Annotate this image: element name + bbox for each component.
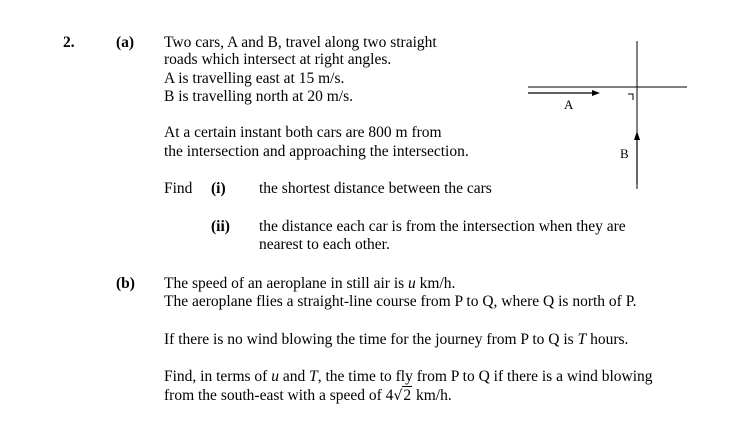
part-a-line-3: A is travelling east at 15 m/s. [164,70,345,87]
var-T-2: T [309,368,318,385]
part-a-line-6: the intersection and approaching the intersection. [164,143,469,160]
sub-ii-line-2: nearest to each other. [259,236,390,253]
part-b-line-4 [164,368,653,386]
part-b-line-3 [164,331,628,349]
part-a-line-1: Two cars, A and B, travel along two straight [164,34,437,51]
sqrt-radicand: 2 [403,387,412,404]
part-a-line-4: B is travelling north at 20 m/s. [164,88,353,105]
part-a-label: (a) [116,34,135,51]
sub-i-text: the shortest distance between the cars [259,180,492,197]
car-b-label: B [620,146,629,161]
part-a-line-5: At a certain instant both cars are 800 m from [164,124,442,141]
sub-ii-label: (ii) [211,218,230,235]
part-b-label: (b) [116,275,135,292]
sqrt-sign: √ [393,388,403,404]
part-b-line-4-c: , the time to fly from P to Q if there is a wind blowing [317,368,653,385]
question-number: 2. [63,34,75,51]
intersection-diagram [520,34,690,194]
find-word: Find [164,180,193,197]
part-b-line-5-pre: from the south-east with a speed of 4 [164,387,394,404]
part-b-line-1 [164,275,455,293]
part-b-line-4-b: and [278,368,310,385]
var-u-2: u [271,368,279,385]
right-angle-marker [628,94,633,100]
sub-ii-line-1: the distance each car is from the intersection when they are [259,218,626,235]
part-a-line-2: roads which intersect at right angles. [164,51,392,68]
part-b-line-2: The aeroplane flies a straight-line course from P to Q, where Q is north of P. [164,293,637,310]
car-a-arrowhead [592,90,600,96]
var-u: u [408,275,416,292]
part-b-line-5 [164,387,452,405]
sub-i-label: (i) [211,180,226,197]
part-b-line-4-a: Find, in terms of [164,368,272,385]
part-b-line-5-post: km/h. [412,387,452,404]
part-b-line-3-post: hours. [586,331,629,348]
var-T: T [577,331,587,348]
part-b-line-3-pre: If there is no wind blowing the time for the journey from P to Q is [164,331,578,348]
part-b-line-1-post: km/h. [415,275,456,292]
car-b-arrowhead [634,131,640,140]
part-b-line-1-pre: The speed of an aeroplane in still air is [164,275,409,292]
car-a-label: A [564,97,574,112]
